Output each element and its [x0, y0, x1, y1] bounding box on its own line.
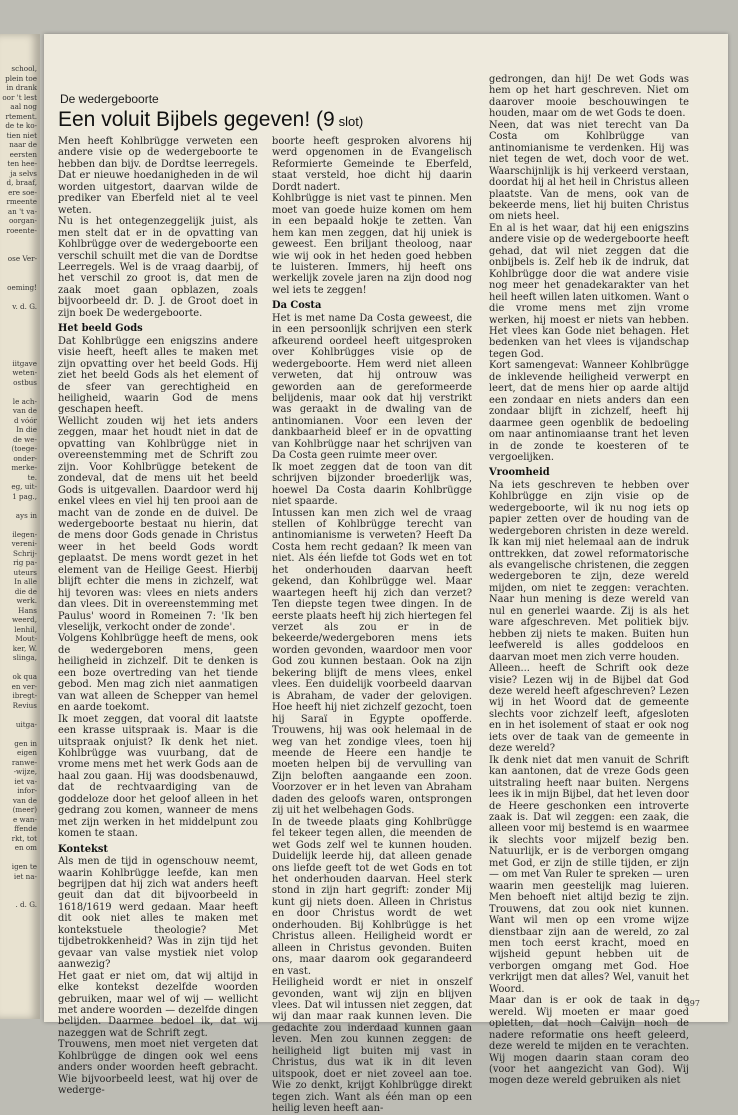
margin-fragment: [0, 340, 40, 350]
paragraph: Het is met name Da Costa geweest, die in een persoonlijk schrijven een sterk afkeurend oordeel heeft uitgesproken over Kohlbrügges visie op de wedergeboorte. Hem werd niet alleen verweten, dat hij ontrouw was geworden aan de gereformeerde belijdenis, maar ook dat hij verstrikt was geraakt in de dwaling van de antinomianen. Voor een leven der dankbaarheid bleef er in de opvatting van Kohlbrügge naar het schrijven van Da Costa geen ruimte meer over.: [272, 312, 472, 462]
paragraph: Volgens Kohlbrügge heeft de mens, ook de wedergeboren mens, geen heiligheid in zichzelf. Dit te denken is een boze overtreding van het tiende gebod. Men mag zich niet aanmatigen van wat alleen de Schepper van hemel en aarde toekomt.: [58, 633, 258, 714]
column-3: [489, 74, 689, 1087]
margin-fragment: oeming!: [7, 282, 37, 292]
paragraph: Ik moet zeggen, dat vooral dit laatste een krasse uitspraak is. Maar is die uitspraak onjuist? Ik denk het niet. Kohlbrügge was vuurbang, dat de vrome mens met het werk Gods aan de haal zou gaan. Hij was doodsbenauwd, dat de rechtvaardiging van de goddeloze door het geloof alleen in het gedrang zou komen, wanneer de mens met zijn werken in het middelpunt zou komen te staan.: [58, 713, 258, 840]
margin-fragment: In die: [16, 425, 37, 434]
margin-fragment: [0, 520, 40, 530]
margin-fragment: d, braaf,: [6, 178, 37, 187]
margin-fragment: plein toe: [5, 73, 37, 83]
paragraph: boorte heeft gesproken alvorens hij werd opgenomen in de Evangelisch Reformierte Gemeinde te Eberfeld, staat versteld, hoe dicht hij daarin Dordt nadert.: [272, 136, 472, 193]
margin-fragment: iet na-: [13, 871, 37, 881]
paragraph: Na iets geschreven te hebben over Kohlbrügge en zijn visie op de wedergeboorte, wil ik nu nog iets op papier zetten over de houding van de wedergeboren christen in deze wereld. Ik kan mij niet helemaal aan de indruk onttrekken, dat zowel reformatorische als evangelische christenen, die zeggen wedergeboren te zijn, deze wereld mijden, om niet te zeggen: verachten. Naar hun mening is deze wereld van nul en generlei waarde. Zij is als het ware afgeschreven. Met politiek bijv. hebben zij niets te maken. Buiten hun leefwereld is alles goddeloos en daarvan moet men zich verre houden.: [489, 479, 689, 663]
margin-fragment: Schrij-: [13, 548, 37, 558]
margin-fragment: in drank: [6, 83, 37, 92]
margin-fragment: slinga,: [12, 653, 37, 662]
margin-fragment: aal nog: [10, 102, 37, 111]
margin-fragment: de we-: [13, 434, 37, 444]
margin-fragment: [0, 273, 40, 283]
margin-fragment: eersten: [9, 149, 37, 159]
margin-fragment: iitgave: [12, 358, 37, 368]
margin-fragment: naar de: [9, 140, 37, 149]
margin-fragment: ostbus: [13, 377, 37, 387]
paragraph: Alleen... heeft de Schrift ook deze visie? Lezen wij in de Bijbel dat God deze wereld heeft afgeschreven? Lezen wij in het Woord dat de gemeente slechts voor zichzelf leeft, afgesloten en in het isolement of staat er ook nog iets over de taak van de gemeente in deze wereld?: [489, 663, 689, 755]
margin-fragment: Revius: [12, 700, 37, 710]
margin-fragment: tien niet: [6, 130, 37, 140]
margin-fragment: In alle: [14, 577, 37, 586]
margin-fragment: rkt, tot: [11, 833, 37, 843]
margin-fragment: [0, 501, 40, 511]
margin-fragment: ten hee-: [7, 159, 37, 168]
margin-fragment: die de: [14, 586, 37, 596]
margin-fragment: en om: [14, 843, 37, 852]
paragraph: Ik moet zeggen dat de toon van dit schrijven bijzonder broederlijk was, hoewel Da Costa daarin Kohlbrügge niet spaarde.: [272, 461, 472, 508]
paragraph: Maar dan is er ook de taak in de wereld. Wij moeten er maar goed opletten, dat noch Calvijn noch de nadere reformatie ons heeft geleerd, deze wereld te mijden en te verachten. Wij mogen daarin staan coram deo (voor het aangezicht van God). Wij mogen deze wereld gebruiken als niet: [489, 995, 689, 1087]
margin-fragment: iet va-: [14, 776, 37, 786]
margin-fragment: d vóór: [13, 415, 37, 425]
subheading: Kontekst: [58, 843, 108, 855]
margin-fragment: [0, 292, 40, 302]
margin-fragment: ose Ver-: [7, 254, 37, 263]
paragraph: Kort samengevat: Wanneer Kohlbrügge de inklevende heiligheid verwerpt en leert, dat de mens hier op aarde altijd een zondaar en niets anders dan een zondaar blijft in zichzelf, heeft hij daarmee geen ogenblik de bedoeling om naar antinomiaanse trant het leven in de zonde te koesteren of te vergoelijken.: [489, 360, 689, 463]
margin-fragment: [0, 349, 40, 359]
margin-fragment: gen in: [14, 738, 37, 748]
paragraph: Heiligheid wordt er niet in onszelf gevonden, want wij zijn en blijven vlees. Dat wil intussen niet zeggen, dat wij dan maar raak kunnen leven. Die gedachte zou inderdaad kunnen gaan leven. Men zou kunnen zeggen: de heiligheid ligt buiten mij vast in Christus, dus wat ik in dit leven uitspook, doet er niet zoveel aan toe. Wie zo denkt, krijgt Kohlbrügge direkt tegen zich. Want als één man op een heilig leven heeft aan-: [272, 977, 472, 1115]
margin-fragment: van de: [12, 406, 37, 415]
paragraph: In de tweede plaats ging Kohlbrügge fel tekeer tegen allen, die meenden de wet Gods zelf wel te kunnen houden. Duidelijk leerde hij, dat alleen genade ons liefde geeft tot de wet Gods en tot het onderhouden daarvan. Heel sterk stond in zijn hart gegrift: zonder Mij kunt gij niets doen. Alleen in Christus en door Christus wordt de wet onderhouden. Bij Kohlbrügge is het Christus alleen. Heiligheid wordt er alleen in Christus gevonden. Buiten ons, maar daarom ook gegarandeerd en vast.: [272, 816, 472, 977]
margin-fragment: te.: [27, 472, 37, 482]
paragraph: Neen, dat was niet terecht van Da Costa om Kohlbrügge van antinomianisme te verdenken. Hij was niet tegen de wet, doch voor de wet. Waarschijnlijk is hij verkeerd verstaan, doordat hij al het heil in Christus alleen plaatste. Van de mens, ook van de bekeerde mens, liet hij buiten Christus om niets heel.: [489, 119, 689, 223]
subheading: Vroomheid: [489, 467, 550, 479]
paragraph: Als men de tijd in ogenschouw neemt, waarin Kohlbrügge leefde, kan men begrijpen dat hij zich wat anders heeft geuit dan dat dit bijvoorbeeld in 1618/1619 werd gedaan. Maar heeft dit ook niet alles te maken met kontekstuele theologie? Met tijdbetrokkenheid? Was in zijn tijd het gevaar van valse mystiek niet volop aanwezig?: [58, 856, 258, 971]
margin-fragment: eigen: [16, 748, 37, 757]
margin-fragment: Hans: [18, 605, 37, 615]
margin-fragment: werk.: [16, 596, 37, 605]
margin-fragment: [0, 387, 40, 397]
margin-fragment: infor-: [17, 786, 37, 795]
margin-fragment: ilegen-: [12, 529, 37, 539]
margin-fragment: school,: [11, 64, 37, 73]
margin-fragment: oorgan-: [8, 216, 37, 225]
margin-fragment: igen te: [11, 862, 37, 871]
paragraph: Ik denk niet dat men vanuit de Schrift kan aantonen, dat de vreze Gods geen uitstraling heeft naar buiten. Nergens lees ik in mijn Bijbel, dat het leven door de Heere geschonken een introverte zaak is. Dat wil zeggen: een zaak, die alleen voor mij bestemd is en waarmee ik slechts voor mijzelf bezig ben. Natuurlijk, er is de verborgen omgang met God, er zijn de stille tijden, er zijn — om met Van Ruler te spreken — uren waarin men geestelijk mag luieren. Men behoeft niet altijd bezig te zijn. Trouwens, dat zou ook niet kunnen. Want wil men op een vrome wijze dienstbaar zijn aan de wereld, zo zal men toch eerst kracht, moed en wijsheid gepunt hebben uit de verborgen omgang met God. Hoe verkrijgt men dat alles? Wel, vanuit het Woord.: [489, 754, 689, 995]
margin-fragment: Mout-: [15, 634, 37, 643]
margin-fragment: roeente-: [6, 225, 37, 235]
paragraph: Men heeft Kohlbrügge verweten een andere visie op de wedergeboorte te hebben dan bijv. de Dordtse leerregels. Dat er nieuwe hoedanigheden in de wil worden uitgestort, daarvan wilde de prediker van Eberfeld niet al te veel weten.: [58, 136, 258, 216]
margin-fragment: -wijze,: [13, 767, 37, 776]
margin-fragment: (toege-: [11, 444, 37, 453]
margin-fragment: rtement.: [5, 111, 37, 121]
margin-fragment: ere soe-: [8, 187, 37, 197]
paragraph: gedrongen, dan hij! De wet Gods was hem op het hart geschreven. Niet om daarover mooie beschouwingen te houden, maar om de wet Gods te doen.: [489, 74, 689, 120]
margin-fragment: [0, 710, 40, 720]
paragraph: Nu is het ontegenzeggelijk juist, als men stelt dat er in de opvatting van Kohlbrügge over de wedergeboorte een verschil schuilt met die van de Dordtse Leerregels. Wel is de vraag daarbij, of het verschil zo groot is, dat men de zaak moet gaan opblazen, zoals bijvoorbeeld dr. D. J. de Groot doet in zijn boek De wedergeboorte.: [58, 216, 258, 319]
margin-fragment: oor 't lest: [2, 92, 37, 102]
column-2: [272, 136, 472, 1115]
margin-fragment: . d. G.: [15, 900, 37, 909]
margin-fragment: ibregt-: [12, 691, 37, 700]
paragraph: Dat Kohlbrügge een enigszins andere visie heeft, heeft alles te maken met zijn opvatting over het beeld Gods. Hij ziet het beeld Gods als het element of de sfeer van gerechtigheid en heiligheid, waarin God de mens geschapen heeft.: [58, 335, 258, 416]
margin-fragment: vereni-: [11, 539, 37, 548]
margin-fragment: [0, 853, 40, 863]
margin-fragment: lenhil,: [14, 624, 37, 634]
margin-fragment: le ach-: [12, 396, 37, 406]
margin-fragment: e wan-: [12, 814, 37, 824]
article-title: [58, 108, 363, 132]
margin-fragment: rig pa-: [13, 558, 37, 567]
paragraph: Het gaat er niet om, dat wij altijd in elke kontekst dezelfde woorden gebruiken, maar wel of wij — wellicht met andere woorden — dezelfde dingen belijden. Daarmee bedoel ik, dat wij nazeggen wat de Schrift zegt.: [58, 970, 258, 1039]
column-1: [58, 136, 258, 1097]
margin-fragment: en ver-: [11, 681, 37, 691]
margin-fragment: van de: [12, 795, 37, 805]
margin-fragment: de te ko-: [5, 121, 37, 130]
margin-fragment: weerd,: [12, 615, 37, 624]
magazine-page: [44, 34, 728, 1115]
paragraph: Wellicht zouden wij het iets anders zeggen, maar het houdt niet in dat de opvatting van Kohlbrügge niet in overeenstemming met de Schrift zou zijn. Voor Kohlbrügge betekent de zondeval, dat de mens uit het beeld Gods is uitgevallen. Daardoor werd hij enkel vlees en viel hij ten prooi aan de macht van de zonde en de duivel. De wedergeboorte bestaat nu hierin, dat de mens door Gods genade in Christus weer in het beeld Gods wordt geplaatst. De mens wordt gezet in het element van de Heilige Geest. Hierbij blijft echter die mens in zichzelf, wat hij tevoren was: vlees en niets anders dan vlees. Dit in overeenstemming met Paulus' woord in Romeinen 7: 'Ik ben vleselijk, verkocht onder de zonde'.: [58, 415, 258, 634]
margin-fragment: v. d. G.: [12, 301, 37, 311]
paragraph: Kohlbrügge is niet vast te pinnen. Men moet van goede huize komen om hem in een bepaald hokje te zetten. Van hem kan men zeggen, dat hij uniek is geweest. Een briljant theoloog, naar wie wij ook in het heden goed hebben te luisteren. Immers, hij heeft ons werkelijk zovele jaren na zijn dood nog wel iets te zeggen!: [272, 193, 472, 296]
margin-fragment: 1 pag.,: [12, 491, 37, 501]
subheading: Het beeld Gods: [58, 323, 143, 335]
margin-fragment: weten-: [12, 368, 37, 377]
margin-fragment: (meer): [12, 805, 37, 814]
title-suffix: slot): [338, 114, 364, 129]
margin-fragment: [0, 729, 40, 739]
margin-fragment: ok qua: [12, 672, 37, 681]
margin-fragment: ranwe-: [11, 757, 37, 767]
margin-fragment: [0, 245, 40, 255]
margin-fragment: onder-: [13, 453, 37, 463]
margin-fragment: [0, 330, 40, 340]
margin-fragment: ays in: [15, 510, 37, 520]
section-label: De wedergeboorte: [60, 92, 159, 106]
margin-text-fragments: [0, 34, 40, 910]
title-text: Een voluit Bijbels gegeven! (9: [58, 108, 335, 131]
margin-fragment: [0, 311, 40, 321]
margin-fragment: an 't va-: [7, 206, 37, 216]
paragraph: Intussen kan men zich wel de vraag stellen of Kohlbrügge terecht van antinomianisme is verweten? Heeft Da Costa hem recht gedaan? Ik meen van niet. Als één liefde tot Gods wet en tot het onderhouden daarvan heeft gekend, dan Kohlbrügge wel. Maar waartegen heeft hij zich dan verzet? Ten diepste tegen twee dingen. In de eerste plaats heeft hij zich hiertegen fel verzet als zou er in de bekeerde/wedergeboren mens iets worden gevonden, waardoor men voor God zou kunnen bestaan. Ook na zijn bekering blijft de mens vlees, enkel vlees. Een duidelijk voorbeeld daarvan is Abraham, de vader der gelovigen. Hoe heeft hij niet zichzelf gezocht, toen hij Saraï in Egypte opofferde. Trouwens, hij was ook helemaal in de weg van het zondige vlees, toen hij meende de Heere een handje te moeten helpen bij de vervulling van Zijn beloften aangaande een zoon. Voorzover er in het leven van Abraham daden des geloofs waren, ontsprongen zij uit het welbehagen Gods.: [272, 507, 472, 817]
margin-fragment: uitga-: [15, 719, 37, 729]
page-number: 397: [684, 999, 700, 1008]
margin-fragment: eg, uit-: [11, 482, 37, 491]
margin-fragment: [0, 891, 40, 901]
margin-fragment: [0, 264, 40, 274]
margin-fragment: ffende: [14, 824, 37, 833]
paragraph: Trouwens, men moet niet vergeten dat Kohlbrügge de dingen ook wel eens anders onder woorden heeft gebracht. Wie bijvoorbeeld leest, wat hij over de wederge-: [58, 1039, 258, 1097]
previous-page-margin: [0, 34, 40, 1019]
margin-fragment: merke-: [11, 463, 37, 472]
margin-fragment: [0, 235, 40, 245]
margin-fragment: [0, 881, 40, 891]
margin-fragment: [0, 663, 40, 673]
margin-fragment: [0, 321, 40, 331]
margin-fragment: uteurs: [13, 567, 37, 577]
paragraph: En al is het waar, dat hij een enigszins andere visie op de wedergeboorte heeft gehad, dat wil niet zeggen dat die onbijbels is. Zelf heb ik de indruk, dat Kohlbrügge door die wat andere visie nog meer het genadekarakter van het heil heeft willen laten uitkomen. Want o die vrome mens met zijn vrome werken, hij moest er niets van hebben. Het vlees kan Gode niet behagen. Het bedenken van het vlees is vijandschap tegen God.: [489, 222, 689, 360]
subheading: Da Costa: [272, 300, 322, 312]
margin-fragment: ja selvs: [10, 168, 37, 178]
margin-fragment: rmeente: [6, 197, 37, 206]
margin-fragment: ker, W.: [12, 643, 37, 653]
